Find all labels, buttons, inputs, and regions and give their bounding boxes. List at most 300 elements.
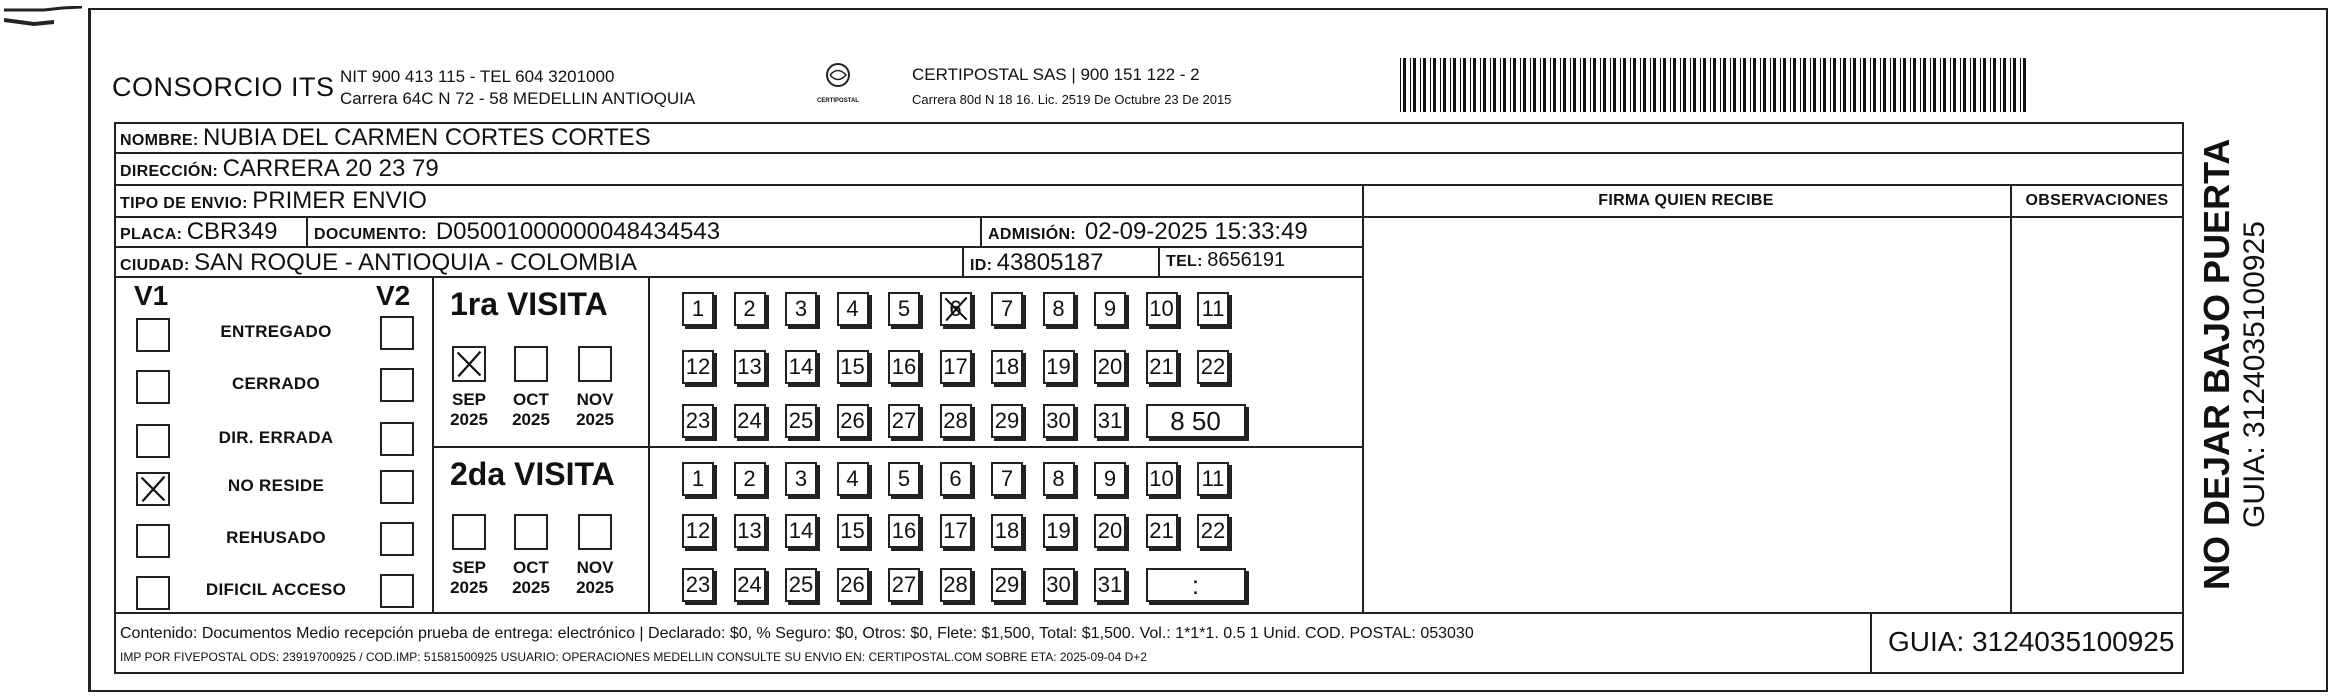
v2-checkbox[interactable] [380,522,414,556]
day-number: 12 [685,518,711,543]
day-number: 3 [794,296,808,321]
day-box[interactable] [1043,462,1075,496]
day-box[interactable] [837,568,869,602]
barcode-bar [1453,58,1456,112]
v2-checkbox[interactable] [380,470,414,504]
day-box[interactable] [682,462,714,496]
day-number: 24 [737,408,762,433]
signature-area[interactable] [1366,218,2008,610]
month-checkbox[interactable] [452,346,486,382]
month-name: NOV [576,390,614,409]
courier-info: Carrera 80d N 18 16. Lic. 2519 De Octubre 23 De 2015 [912,92,1232,107]
day-number: 18 [994,518,1020,543]
barcode-bar [1450,58,1451,112]
barcode-bar [1880,58,1881,112]
placa-label: PLACA: [120,226,183,243]
barcode-bar [1803,58,1806,112]
barcode-bar [1440,58,1441,112]
month-name: SEP [451,390,487,409]
barcode-bar [1490,58,1491,112]
month-checkbox[interactable] [514,346,548,382]
day-number: 10 [1149,296,1174,321]
month-name: SEP [451,558,487,577]
barcode-bar [1860,58,1861,112]
status-label: DIFICIL ACCESO [205,580,347,599]
barcode-bar [1523,58,1526,112]
day-number: 4 [846,296,859,321]
barcode-bar [1480,58,1481,112]
barcode-bar [1660,58,1661,112]
footer-guia: GUIA: 3124035100925 [1888,626,2175,657]
barcode-bar [1893,58,1896,112]
month-checkbox[interactable] [578,514,612,550]
day-number: 9 [1103,296,1117,321]
day-box[interactable] [785,514,817,548]
handwritten-x-mark [942,294,970,324]
barcode-bar [1840,58,1841,112]
month-checkbox[interactable] [578,346,612,382]
footer-print-line: IMP POR FIVEPOSTAL ODS: 23919700925 / COD.IMP: 51581500925 USUARIO: OPERACIONES MEDELLIN CONSULTE SU ENVIO EN: CERTIPOSTAL.COM SOBRE ETA: 2025-09-04 D+2 [120,650,1147,664]
day-box[interactable] [940,404,972,438]
day-box[interactable] [991,292,1023,326]
barcode-bar [1770,58,1771,112]
day-box[interactable] [1146,292,1178,326]
day-box[interactable] [1043,404,1075,438]
barcode-bar [1923,58,1926,112]
day-number: 11 [1201,296,1225,321]
day-number: 27 [891,408,917,433]
day-box[interactable] [1146,462,1178,496]
barcode-bar [1670,58,1671,112]
day-box[interactable] [837,350,869,384]
day-box[interactable] [940,568,972,602]
month-year: 2025 [450,578,488,597]
barcode-bar [1530,58,1531,112]
admision-cell [988,218,1308,246]
day-number: 30 [1046,408,1071,433]
day-box[interactable] [1043,568,1075,602]
day-box[interactable] [888,404,920,438]
day-number: 29 [994,408,1020,433]
month-label [565,558,625,598]
documento-value: D05001000000048434543 [435,218,721,245]
v2-checkbox[interactable] [380,316,414,350]
v1-checkbox[interactable] [136,424,170,458]
barcode-bar [1903,58,1906,112]
day-box[interactable] [734,514,766,548]
id-value: 43805187 [996,249,1104,276]
v1-checkbox[interactable] [136,370,170,404]
day-number: 2 [743,296,756,321]
barcode-bar [1683,58,1686,112]
barcode-bar [1583,58,1586,112]
day-box[interactable] [734,462,766,496]
barcode-bar [1410,58,1411,112]
barcode-bar [1940,58,1941,112]
day-box[interactable] [682,404,714,438]
barcode-bar [1553,58,1556,112]
time-value: 8 50 [1170,406,1221,436]
time-box[interactable] [1146,404,1246,438]
day-number: 4 [846,466,859,491]
barcode-bar [1863,58,1866,112]
barcode-bar [1550,58,1551,112]
v2-checkbox[interactable] [380,422,414,456]
day-box[interactable] [888,350,920,384]
v1-label: V1 [134,280,169,311]
day-box[interactable] [991,404,1023,438]
barcode-bar [1883,58,1886,112]
barcode-bar [1993,58,1996,112]
barcode-bar [1463,58,1466,112]
day-box[interactable] [1146,350,1178,384]
day-box[interactable] [1043,350,1075,384]
day-box[interactable] [1094,514,1126,548]
month-year: 2025 [576,410,614,429]
day-number: 30 [1046,572,1071,597]
barcode-bar [2020,58,2021,112]
documento-label: DOCUMENTO: [314,226,427,243]
v1-checkbox[interactable] [136,576,170,610]
day-box[interactable] [837,404,869,438]
side-guia: GUIA: 3124035100925 [2238,221,2271,528]
barcode-bar [1750,58,1751,112]
month-checkbox[interactable] [514,514,548,550]
barcode-bar [1793,58,1796,112]
day-box[interactable] [1094,350,1126,384]
status-label: DIR. ERRADA [218,428,334,447]
month-label [501,390,561,430]
day-number: 21 [1149,518,1174,543]
day-number: 5 [897,466,911,491]
barcode-bar [1820,58,1821,112]
barcode-bar [1540,58,1541,112]
barcode-bar [1483,58,1486,112]
postal-seal-icon [808,62,868,92]
barcode-bar [1890,58,1891,112]
day-box[interactable] [682,568,714,602]
barcode-bar [1730,58,1731,112]
time-box[interactable] [1146,568,1246,602]
barcode-bar [1433,58,1436,112]
barcode-bar [1830,58,1831,112]
barcode-bar [1950,58,1951,112]
side-warning: NO DEJAR BAJO PUERTA [2196,138,2237,590]
tel-label: TEL: [1166,253,1203,270]
day-number: 11 [1201,466,1225,491]
day-box[interactable] [1197,292,1229,326]
ciudad-label: CIUDAD: [120,257,190,274]
month-checkbox[interactable] [452,514,486,550]
day-number: 28 [943,408,968,433]
barcode-bar [1953,58,1956,112]
firma-label: FIRMA QUIEN RECIBE [1598,192,1774,209]
admision-value: 02-09-2025 15:33:49 [1084,218,1308,245]
day-box[interactable] [888,292,920,326]
day-number: 16 [891,518,917,543]
month-name: OCT [513,558,549,577]
day-number: 14 [788,354,814,379]
barcode-bar [1873,58,1876,112]
barcode-bar [1630,58,1631,112]
barcode-bar [1610,58,1611,112]
barcode-bar [1513,58,1516,112]
month-label [439,390,499,430]
day-box[interactable] [682,292,714,326]
barcode-bar [1703,58,1706,112]
day-box[interactable] [785,292,817,326]
day-number: 8 [1052,296,1065,321]
day-number: 15 [840,518,865,543]
status-label: NO RESIDE [227,476,325,495]
barcode-bar [2013,58,2016,112]
day-box[interactable] [837,292,869,326]
day-box[interactable] [1094,462,1126,496]
month-year: 2025 [512,578,550,597]
barcode-bar [1470,58,1471,112]
month-name: NOV [576,558,614,577]
barcode-bar [1943,58,1946,112]
day-number: 18 [994,354,1020,379]
barcode-bar [1980,58,1981,112]
company-info-1: NIT 900 413 115 - TEL 604 3201000 [340,67,615,86]
day-number: 5 [897,296,911,321]
day-number: 19 [1046,518,1071,543]
day-box[interactable] [1094,292,1126,326]
day-number: 6 [949,296,962,321]
day-box[interactable] [1043,292,1075,326]
month-year: 2025 [576,578,614,597]
barcode-bar [1693,58,1696,112]
nombre-value: NUBIA DEL CARMEN CORTES CORTES [203,124,651,151]
day-number: 3 [794,466,808,491]
day-box[interactable] [940,462,972,496]
barcode-bar [2023,58,2026,112]
barcode-bar [1713,58,1716,112]
barcode-bar [1493,58,1496,112]
day-box[interactable] [785,350,817,384]
visit1-title: 1ra VISITA [450,286,608,322]
day-box[interactable] [940,350,972,384]
tipo-envio-value: PRIMER ENVIO [252,187,427,214]
courier-name: CERTIPOSTAL SAS | 900 151 122 - 2 [912,65,1200,84]
day-number: 31 [1097,408,1123,433]
day-number: 28 [943,572,968,597]
month-label [439,558,499,598]
day-box[interactable] [991,514,1023,548]
barcode-bar [2000,58,2001,112]
day-number: 17 [943,518,968,543]
barcode-bar [1560,58,1561,112]
day-box[interactable] [1146,514,1178,548]
day-box[interactable] [991,462,1023,496]
day-box[interactable] [940,292,972,326]
barcode-bar [1503,58,1506,112]
barcode-bar [1443,58,1446,112]
courier-logo-text: CERTIPOSTAL [817,98,859,104]
v1-checkbox[interactable] [136,524,170,558]
day-number: 7 [1000,466,1014,491]
ciudad-cell [120,249,637,277]
day-box[interactable] [888,514,920,548]
barcode-bar [1420,58,1421,112]
day-number: 13 [737,518,762,543]
documento-cell [314,218,720,246]
day-box[interactable] [837,462,869,496]
barcode-bar [1613,58,1616,112]
day-box[interactable] [734,568,766,602]
barcode-bar [2003,58,2006,112]
barcode-bar [1640,58,1641,112]
barcode-bar [1763,58,1766,112]
corner-scan-mark [4,6,82,28]
v1-checkbox[interactable] [136,472,170,506]
nombre-row [120,124,651,152]
day-box[interactable] [785,568,817,602]
handwritten-x-mark [454,348,484,380]
day-box[interactable] [682,350,714,384]
barcode-bar [1510,58,1511,112]
barcode-bar [1813,58,1816,112]
barcode-bar [1833,58,1836,112]
v1-checkbox[interactable] [136,318,170,352]
barcode-bar [1650,58,1651,112]
day-box[interactable] [785,404,817,438]
barcode-bar [1570,58,1571,112]
direccion-label: DIRECCIÓN: [120,163,219,180]
barcode-bar [1960,58,1961,112]
courier-logo [808,62,868,106]
day-box[interactable] [837,514,869,548]
day-number: 6 [949,466,962,491]
barcode-bar [1580,58,1581,112]
ciudad-value: SAN ROQUE - ANTIOQUIA - COLOMBIA [194,249,637,276]
observations-area[interactable] [2014,218,2180,610]
day-box[interactable] [1197,514,1229,548]
barcode-bar [1850,58,1851,112]
v2-checkbox[interactable] [380,368,414,402]
barcode-bar [1760,58,1761,112]
day-box[interactable] [682,514,714,548]
barcode-bar [1963,58,1966,112]
month-name: OCT [513,390,549,409]
barcode-bar [1740,58,1741,112]
day-number: 14 [788,518,814,543]
day-number: 1 [691,466,705,491]
day-number: 20 [1097,518,1123,543]
barcode-bar [1870,58,1871,112]
day-number: 10 [1149,466,1174,491]
barcode-bar [1733,58,1736,112]
id-label: ID: [970,257,993,274]
barcode-bar [1680,58,1681,112]
day-number: 25 [788,408,814,433]
day-number: 23 [685,572,711,597]
barcode-bar [1563,58,1566,112]
barcode [1398,58,2030,112]
tipo-envio-row [120,187,427,215]
barcode-bar [1520,58,1521,112]
placa-cell [120,218,277,246]
barcode-bar [1910,58,1911,112]
day-box[interactable] [1197,462,1229,496]
barcode-bar [1983,58,1986,112]
day-number: 16 [891,354,917,379]
day-box[interactable] [734,350,766,384]
tel-cell [1166,249,1285,272]
day-number: 24 [737,572,762,597]
barcode-bar [1773,58,1776,112]
status-label: REHUSADO [226,528,326,547]
barcode-bar [1663,58,1666,112]
barcode-bar [1700,58,1701,112]
barcode-bar [1930,58,1931,112]
barcode-bar [1710,58,1711,112]
day-number: 27 [891,572,917,597]
day-number: 22 [1200,354,1226,379]
day-number: 17 [943,354,968,379]
day-number: 26 [840,408,865,433]
day-box[interactable] [1043,514,1075,548]
day-number: 15 [840,354,865,379]
v2-checkbox[interactable] [380,574,414,608]
barcode-bar [1843,58,1846,112]
nombre-label: NOMBRE: [120,132,199,149]
day-box[interactable] [888,568,920,602]
barcode-bar [1543,58,1546,112]
company-info-2: Carrera 64C N 72 - 58 MEDELLIN ANTIOQUIA [340,89,696,108]
tel-value: 8656191 [1207,249,1286,271]
barcode-bar [1853,58,1856,112]
barcode-bar [1690,58,1691,112]
month-year: 2025 [450,410,488,429]
day-box[interactable] [1094,404,1126,438]
day-number: 7 [1000,296,1014,321]
visit2-title: 2da VISITA [450,456,615,492]
day-number: 9 [1103,466,1117,491]
day-number: 26 [840,572,865,597]
month-label [501,558,561,598]
tipo-envio-label: TIPO DE ENVIO: [120,195,248,212]
time-value: : [1191,570,1200,600]
day-box[interactable] [734,404,766,438]
direccion-value: CARRERA 20 23 79 [222,155,439,182]
barcode-bar [1743,58,1746,112]
day-number: 2 [743,466,756,491]
day-box[interactable] [991,350,1023,384]
barcode-bar [1800,58,1801,112]
barcode-bar [1460,58,1461,112]
barcode-bar [1673,58,1676,112]
barcode-bar [1720,58,1721,112]
day-box[interactable] [940,514,972,548]
day-box[interactable] [991,568,1023,602]
barcode-bar [1780,58,1781,112]
barcode-bar [1473,58,1476,112]
day-box[interactable] [785,462,817,496]
day-number: 19 [1046,354,1071,379]
day-box[interactable] [1197,350,1229,384]
day-number: 13 [737,354,762,379]
barcode-bar [1810,58,1811,112]
day-number: 29 [994,572,1020,597]
day-box[interactable] [1094,568,1126,602]
barcode-bar [1973,58,1976,112]
barcode-bar [1590,58,1591,112]
month-label [565,390,625,430]
day-box[interactable] [734,292,766,326]
day-box[interactable] [888,462,920,496]
